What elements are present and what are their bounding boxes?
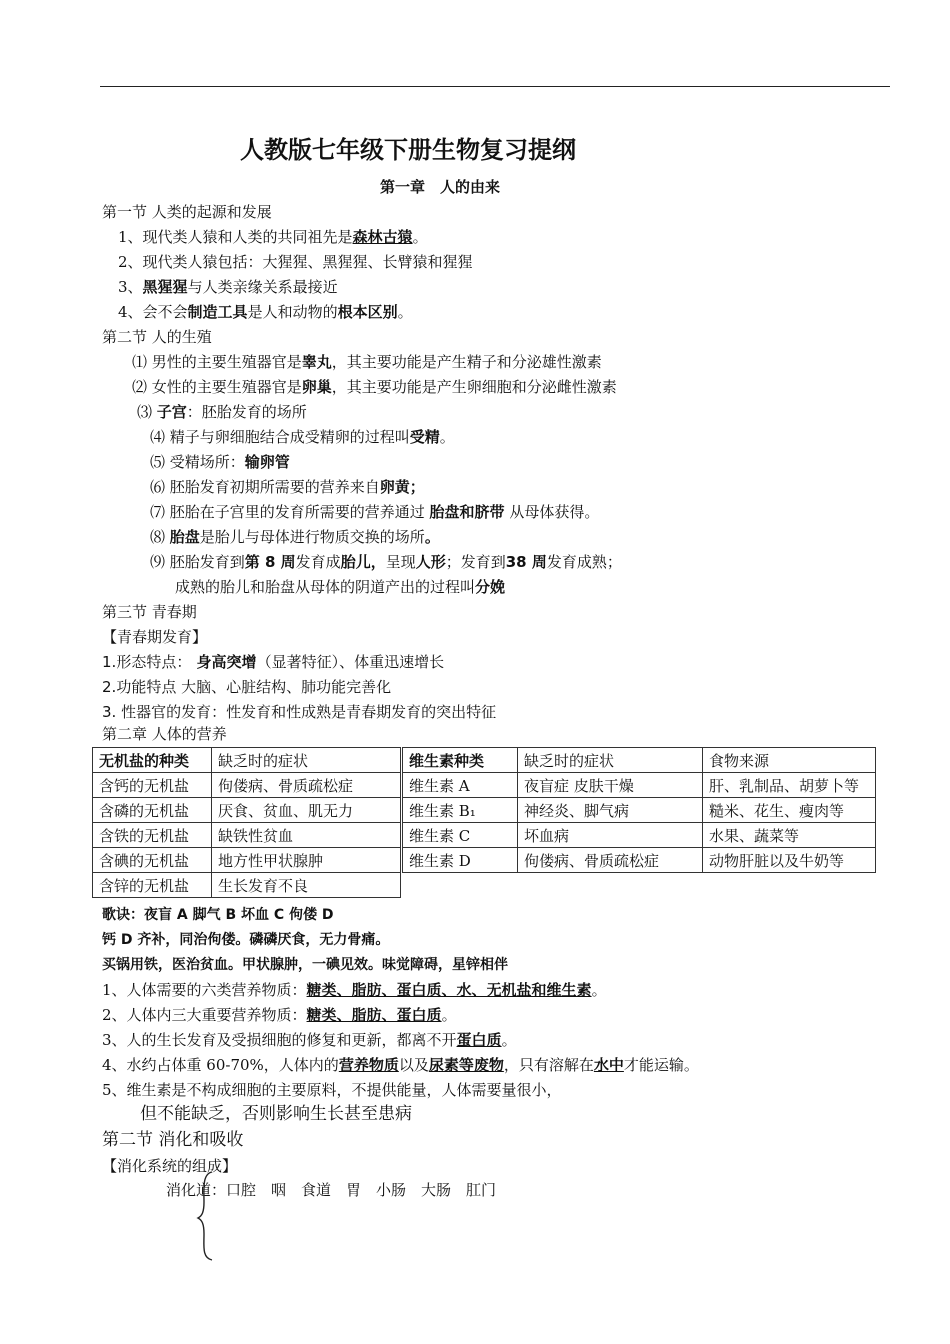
table-cell: 神经炎、脚气病 [518,798,703,823]
text-line: ⑺ 胚胎在子宫里的发育所需要的营养通过 胎盘和脐带 从母体获得。 [150,503,600,521]
header-rule [100,86,890,87]
text-line: 1、现代类人猿和人类的共同祖先是森林古猿。 [118,228,428,246]
table-cell: 夜盲症 皮肤干燥 [518,773,703,798]
text-line: ⑸ 受精场所：输卵管 [150,453,290,471]
table-row [403,823,876,848]
table-row [93,848,401,873]
table-cell: 生长发育不良 [212,873,401,898]
table-cell: 佝偻病、骨质疏松症 [518,848,703,873]
table-row [93,823,401,848]
table-cell: 佝偻病、骨质疏松症 [212,773,401,798]
text-line: 成熟的胎儿和胎盘从母体的阴道产出的过程叫分娩 [175,578,506,596]
table-cell: 水果、蔬菜等 [703,823,876,848]
text-line: ⑶ 子宫：胚胎发育的场所 [137,403,307,421]
section-heading: 第三节 青春期 [102,603,197,621]
section-heading: 第一节 人类的起源和发展 [102,203,272,221]
mnemonic-line: 买锅用铁，医治贫血。甲状腺肿，一碘见效。味觉障碍，星锌相伴 [102,957,508,973]
table-header-cell: 维生素种类 [403,748,518,773]
table-cell: 维生素 A [403,773,518,798]
table-cell: 维生素 D [403,848,518,873]
table-cell: 动物肝脏以及牛奶等 [703,848,876,873]
table-header-row [93,748,401,773]
text-line: 2、人体内三大重要营养物质：糖类、脂肪、蛋白质。 [102,1006,457,1024]
text-line: 3、黑猩猩与人类亲缘关系最接近 [118,278,338,296]
text-line: 1.形态特点： 身高突增（显著特征）、体重迅速增长 [102,653,445,671]
text-line: 但不能缺乏，否则影响生长甚至患病 [140,1104,412,1124]
table-header-cell: 缺乏时的症状 [212,748,401,773]
text-line: 消化道：口腔 咽 食道 胃 小肠 大肠 肛门 [166,1181,497,1199]
table-header-row [403,748,876,773]
text-line: ⑵ 女性的主要生殖器官是卵巢，其主要功能是产生卵细胞和分泌雌性激素 [132,378,617,396]
mnemonic-line: 歌诀：夜盲 A 脚气 B 坏血 C 佝偻 D [102,907,334,923]
table-cell: 含碘的无机盐 [93,848,212,873]
table-cell: 含磷的无机盐 [93,798,212,823]
mineral-table [92,747,401,898]
table-cell: 糙米、花生、瘦肉等 [703,798,876,823]
table-row [403,798,876,823]
text-line: 4、水约占体重 60-70%，人体内的营养物质以及尿素等废物，只有溶解在水中才能运输。 [102,1056,699,1074]
table-cell: 含锌的无机盐 [93,873,212,898]
table-row [403,848,876,873]
text-line: ⑻ 胎盘是胎儿与母体进行物质交换的场所。 [150,528,440,546]
text-line: ⑴ 男性的主要生殖器官是睾丸，其主要功能是产生精子和分泌雄性激素 [132,353,602,371]
vitamin-table [402,747,876,873]
subsection-heading: 【消化系统的组成】 [102,1157,238,1175]
subsection-heading: 【青春期发育】 [102,628,208,646]
text-line: 3、人的生长发育及受损细胞的修复和更新，都离不开蛋白质。 [102,1031,517,1049]
document-title: 人教版七年级下册生物复习提纲 [240,136,576,164]
table-header-cell: 食物来源 [703,748,876,773]
text-line: 5、维生素是不构成细胞的主要原料，不提供能量，人体需要量很小， [102,1081,562,1099]
table-cell: 坏血病 [518,823,703,848]
table-cell: 地方性甲状腺肿 [212,848,401,873]
table-cell: 肝、乳制品、胡萝卜等 [703,773,876,798]
text-line: 1、人体需要的六类营养物质：糖类、脂肪、蛋白质、水、无机盐和维生素。 [102,981,607,999]
table-cell: 厌食、贫血、肌无力 [212,798,401,823]
table-cell: 维生素 C [403,823,518,848]
text-line: 2.功能特点 大脑、心脏结构、肺功能完善化 [102,678,392,696]
table-row [93,873,401,898]
chapter-heading: 第二章 人体的营养 [102,725,227,743]
table-row [93,798,401,823]
mnemonic-line: 钙 D 齐补，同治佝偻。磷磷厌食，无力骨痛。 [102,932,390,948]
curly-brace-icon [196,1170,214,1262]
table-row [403,773,876,798]
table-header-cell: 缺乏时的症状 [518,748,703,773]
text-line: 4、会不会制造工具是人和动物的根本区别。 [118,303,413,321]
table-cell: 缺铁性贫血 [212,823,401,848]
table-header-cell: 无机盐的种类 [93,748,212,773]
text-line: 3. 性器官的发育：性发育和性成熟是青春期发育的突出特征 [102,703,497,721]
text-line: ⑼ 胚胎发育到第 8 周发育成胎儿，呈现人形；发育到38 周发育成熟； [150,553,622,571]
table-cell: 维生素 B₁ [403,798,518,823]
table-row [93,773,401,798]
chapter-heading: 第一章 人的由来 [380,178,501,196]
table-cell: 含铁的无机盐 [93,823,212,848]
text-line: ⑹ 胚胎发育初期所需要的营养来自卵黄； [150,478,425,496]
table-cell: 含钙的无机盐 [93,773,212,798]
section-heading: 第二节 消化和吸收 [102,1130,244,1150]
section-heading: 第二节 人的生殖 [102,328,212,346]
text-line: ⑷ 精子与卵细胞结合成受精卵的过程叫受精。 [150,428,455,446]
text-line: 2、现代类人猿包括：大猩猩、黑猩猩、长臂猿和猩猩 [118,253,473,271]
